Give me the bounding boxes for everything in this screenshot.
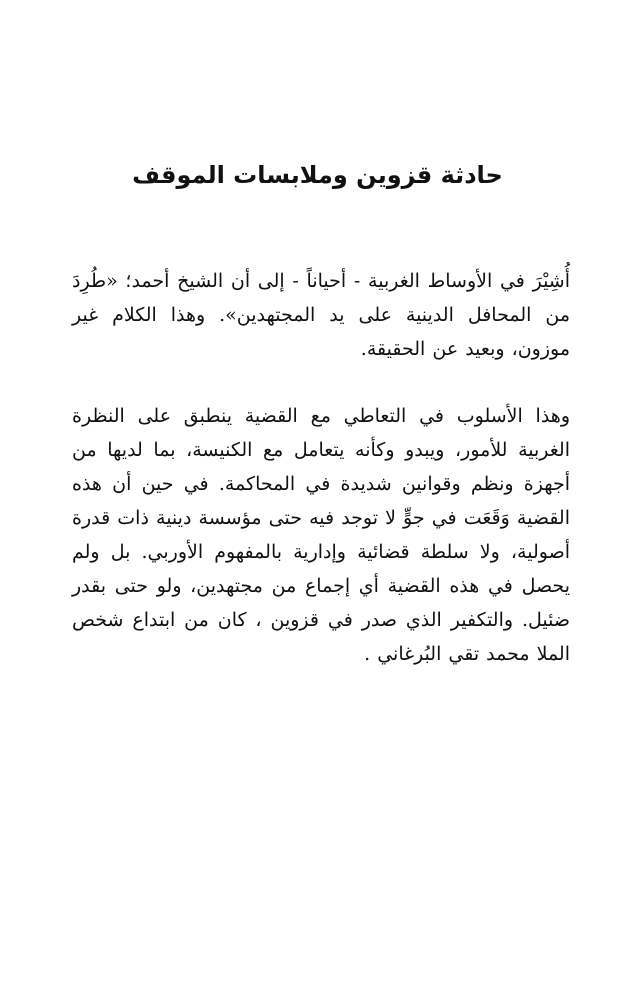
chapter-heading: حادثة قزوين وملابسات الموقف [132, 161, 503, 189]
paragraph-1: أُشِيْرَ في الأوساط الغربية - أحياناً - إلى أن الشيخ أحمد؛ «طُرِدَ من المحافل الدينية على يد المجتهدين». وهذا الكلام غير موزون، وبعيد عن الحقيقة. [72, 270, 570, 360]
paragraph-2: وهذا الأسلوب في التعاطي مع القضية ينطبق على النظرة الغربية للأمور، ويبدو وكأنه يتعامل مع الكنيسة، بما لديها من أجهزة ونظم وقوانين شديدة في المحاكمة. في حين أن هذه القضية وَقَعَت في جوٍّ لا توجد فيه حتى مؤسسة دينية ذات قدرة أصولية، ولا سلطة قضائية وإدارية بالمفهوم الأوربي. بل ولم يحصل في هذه القضية أي إجماع من مجتهدين، ولو حتى بقدر ضئيل. والتكفير الذي صدر في قزوين ، كان من ابتداع شخص الملا محمد تقي البُرغاني . [72, 405, 570, 665]
